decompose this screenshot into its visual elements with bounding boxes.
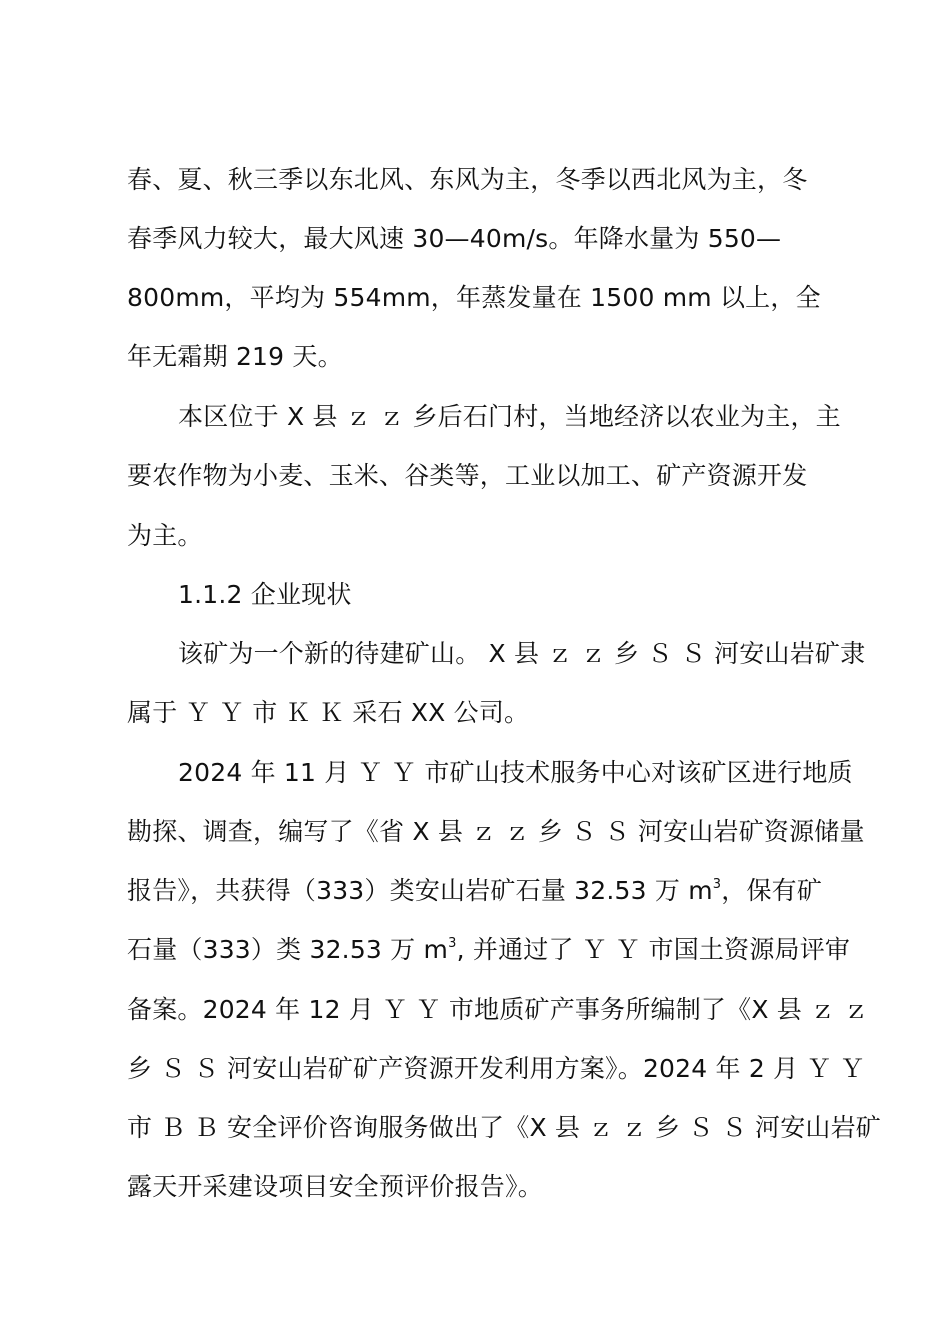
history-line-5: 备案。2024 年 12 月 Ｙ Ｙ 市地质矿产事务所编制了《X 县 ｚ ｚ (127, 995, 869, 1024)
cubic-superscript: 3 (712, 876, 722, 892)
history-line-3-text: 报告》，共获得（333）类安山岩矿石量 32.53 万 m (127, 876, 713, 905)
history-line-4-text: 石量（333）类 32.53 万 m (127, 935, 449, 964)
status-line-2: 属于 Ｙ Ｙ 市 Ｋ Ｋ 采石 XX 公司。 (127, 698, 530, 727)
history-line-4-tail: , 并通过了 Ｙ Ｙ 市国土资源局评审 (456, 935, 851, 964)
climate-line-1: 春、夏、秋三季以东北风、东风为主，冬季以西北风为主，冬 (127, 165, 808, 194)
status-line-1: 该矿为一个新的待建矿山。 X 县 ｚ ｚ 乡 Ｓ Ｓ 河安山岩矿隶 (178, 639, 866, 668)
economy-line-3: 为主。 (127, 521, 203, 550)
history-line-2: 勘探、调查，编写了《省 X 县 ｚ ｚ 乡 Ｓ Ｓ 河安山岩矿资源储量 (127, 817, 865, 846)
history-line-8: 露天开采建设项目安全预评价报告》。 (127, 1172, 543, 1201)
climate-line-2: 春季风力较大，最大风速 30—40m/s。年降水量为 550— (127, 224, 782, 253)
history-line-4 (127, 930, 851, 970)
economy-line-1: 本区位于 X 县 ｚ ｚ 乡后石门村，当地经济以农业为主，主 (178, 402, 841, 431)
climate-line-4: 年无霜期 219 天。 (127, 342, 343, 371)
history-line-1: 2024 年 11 月 Ｙ Ｙ 市矿山技术服务中心对该矿区进行地质 (178, 758, 853, 787)
history-line-7: 市 Ｂ Ｂ 安全评价咨询服务做出了《X 县 ｚ ｚ 乡 Ｓ Ｓ 河安山岩矿 (127, 1113, 881, 1142)
cubic-superscript: 3 (448, 935, 457, 951)
climate-line-3: 800mm，平均为 554mm，年蒸发量在 1500 mm 以上，全 (127, 283, 821, 312)
economy-line-2: 要农作物为小麦、玉米、谷类等，工业以加工、矿产资源开发 (127, 461, 808, 490)
section-heading: 1.1.2 企业现状 (178, 580, 352, 609)
history-line-6: 乡 Ｓ Ｓ 河安山岩矿矿产资源开发利用方案》。2024 年 2 月 Ｙ Ｙ (127, 1054, 866, 1083)
history-line-3-tail: ，保有矿 (721, 876, 823, 905)
history-line-3 (127, 871, 847, 911)
